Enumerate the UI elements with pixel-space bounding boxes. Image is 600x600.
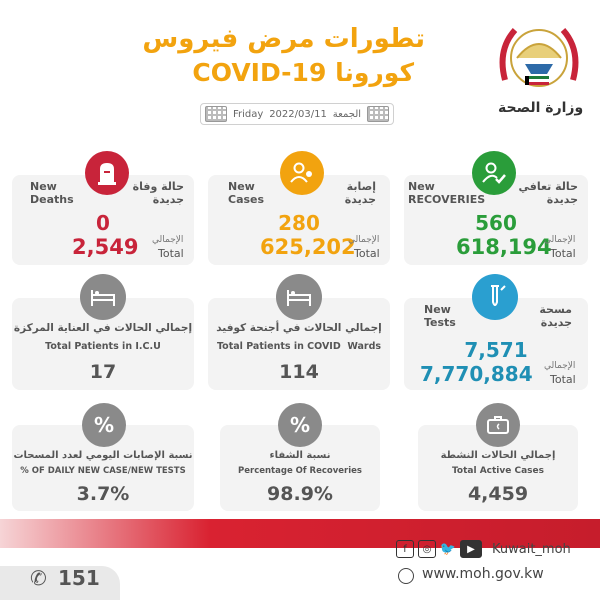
recovery-rate-label-ar: نسبة الشفاء — [269, 450, 331, 461]
recovery-rate-label-en: Percentage Of Recoveries — [238, 466, 362, 476]
card-active-cases — [418, 425, 578, 511]
card-recovery-rate — [220, 413, 380, 511]
social-handle[interactable]: Kuwait_moh — [492, 541, 571, 557]
deaths-label-en: New Deaths — [30, 180, 74, 206]
calendar-icon — [367, 106, 389, 122]
recoveries-total-value: 618,194 — [456, 235, 552, 259]
active-label-en: Total Active Cases — [451, 466, 544, 476]
title-corona-ar: كورونا — [335, 58, 414, 87]
title-arabic: تطورات مرض فيروس — [142, 24, 425, 54]
deaths-total-en: Total — [158, 247, 184, 260]
recovery-rate-value: 98.9% — [267, 483, 333, 505]
card-new-tests — [404, 298, 588, 390]
youtube-icon[interactable]: ▶ — [460, 540, 482, 558]
website-link[interactable]: www.moh.gov.kw — [422, 566, 544, 582]
hotline-number: 151 — [58, 566, 100, 590]
icu-value: 17 — [89, 361, 117, 383]
tests-label-en: New Tests — [424, 303, 456, 329]
twitter-icon[interactable]: 🐦 — [439, 541, 457, 557]
cases-label-ar: إصابة جديدة — [344, 180, 376, 206]
tests-new-value: 7,571 — [464, 338, 528, 362]
instagram-icon[interactable]: ◎ — [418, 540, 436, 558]
hospital-bed-icon — [80, 274, 126, 320]
phone-icon: ✆ — [30, 566, 47, 590]
tests-total-ar: الإجمالي — [544, 361, 576, 371]
deaths-label-ar: حالة وفاة جديدة — [132, 180, 184, 206]
cases-new-value: 280 — [278, 211, 320, 235]
daily-rate-value: 3.7% — [76, 483, 130, 505]
cases-total-value: 625,202 — [260, 235, 356, 259]
card-daily-rate — [12, 413, 194, 511]
wards-value: 114 — [279, 361, 319, 383]
title-english — [192, 58, 420, 87]
date-value: 2022/03/11 — [269, 108, 327, 120]
daily-rate-label-ar: نسبة الإصابات اليومي لعدد المسحات — [13, 450, 193, 461]
globe-icon — [398, 568, 414, 584]
icu-label-en: Total Patients in I.C.U — [45, 341, 161, 352]
tests-total-value: 7,770,884 — [420, 362, 533, 386]
icu-label-ar: إجمالي الحالات في العناية المركزة — [13, 322, 193, 334]
hospital-bed-icon — [276, 274, 322, 320]
recoveries-label-en: New RECOVERIES — [408, 180, 486, 206]
card-new-cases — [208, 175, 390, 265]
social-icons — [396, 540, 571, 558]
tests-total-en: Total — [550, 373, 576, 386]
deaths-new-value: 0 — [96, 211, 110, 235]
recoveries-total-ar: الإجمالي — [544, 235, 576, 245]
deaths-total-ar: الإجمالي — [152, 235, 184, 245]
percent-icon: % — [278, 403, 322, 447]
wards-label-ar: إجمالي الحالات في أجنحة كوفيد — [216, 322, 382, 334]
percent-icon: % — [82, 403, 126, 447]
recoveries-total-en: Total — [550, 247, 576, 260]
tests-label-ar: مسحة جديدة — [539, 303, 572, 329]
active-label-ar: إجمالي الحالات النشطة — [440, 450, 556, 461]
wards-label-en: Total Patients in COVID Wards — [216, 341, 382, 352]
ministry-emblem-icon — [495, 20, 583, 100]
recoveries-new-value: 560 — [475, 211, 517, 235]
medical-case-icon — [476, 403, 520, 447]
calendar-icon — [205, 106, 227, 122]
cases-total-en: Total — [354, 247, 380, 260]
date-bar — [200, 103, 394, 125]
daily-rate-label-en: % OF DAILY NEW CASE/NEW TESTS — [20, 466, 186, 476]
card-new-deaths — [12, 175, 194, 265]
ministry-name: وزارة الصحة — [498, 100, 584, 116]
title-covid: COVID-19 — [192, 58, 327, 87]
day-arabic: الجمعة — [332, 108, 362, 120]
day-english: Friday — [232, 108, 264, 120]
card-new-recoveries — [404, 175, 588, 265]
test-tube-icon — [472, 274, 518, 320]
deaths-total-value: 2,549 — [72, 235, 139, 259]
cases-label-en: New Cases — [228, 180, 265, 206]
recoveries-label-ar: حالة تعافي جديدة — [518, 180, 578, 206]
active-value: 4,459 — [467, 483, 529, 505]
facebook-icon[interactable]: f — [396, 540, 414, 558]
card-covid-wards — [208, 298, 390, 390]
cases-total-ar: الإجمالي — [348, 235, 380, 245]
card-icu — [12, 298, 194, 390]
